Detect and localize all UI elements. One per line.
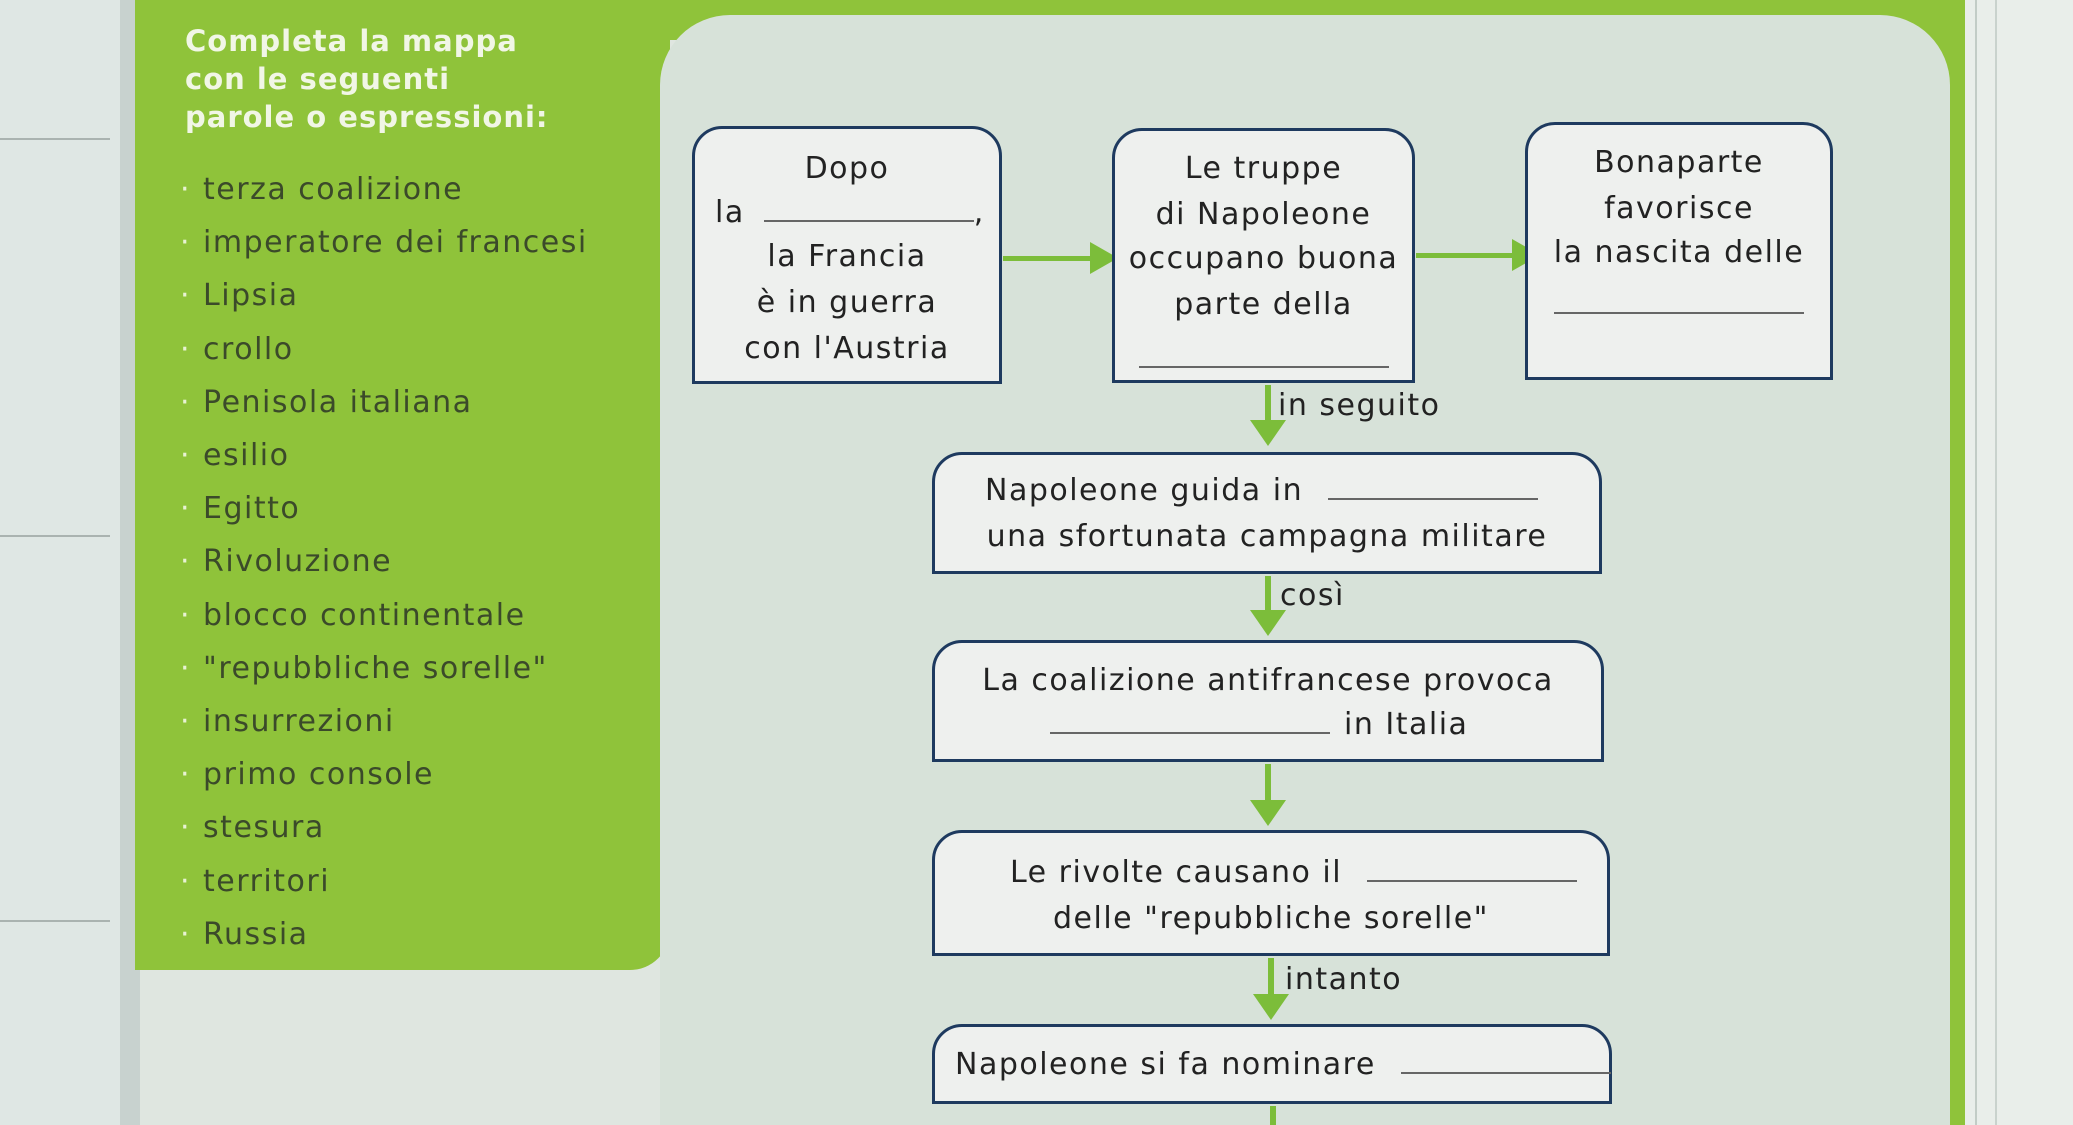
word-bank-item: · esilio [180, 429, 588, 482]
word-bank-list [180, 163, 588, 961]
box5-suffix: in Italia [1344, 707, 1469, 742]
map-box-6 [932, 830, 1610, 956]
margin-rule [0, 138, 110, 140]
box2-line2: di Napoleone [1155, 197, 1372, 232]
instructions-line: parole o espressioni: [185, 100, 549, 134]
page-left-margin [0, 0, 140, 1125]
page-edge-line [1975, 0, 1977, 1125]
word-bank-item: · blocco continentale [180, 589, 588, 642]
box3-line3: la nascita delle [1553, 235, 1805, 270]
answer-blank[interactable] [1139, 366, 1389, 368]
exercise-instructions [185, 22, 549, 136]
word-bank-item: · terza coalizione [180, 163, 588, 216]
map-box-7 [932, 1024, 1612, 1104]
margin-rule [0, 920, 110, 922]
box2-line3: occupano buona [1128, 241, 1399, 276]
margin-rule [0, 535, 110, 537]
word-bank-item: · Russia [180, 908, 588, 961]
box6-line2: delle "repubbliche sorelle" [1053, 901, 1489, 936]
box3-blank-line [1528, 287, 1830, 322]
arrow-down-head [1250, 800, 1286, 826]
box1-line2 [695, 195, 999, 230]
answer-blank[interactable] [1367, 880, 1577, 882]
box1-prefix: la [715, 195, 745, 230]
arrow-right [1003, 256, 1093, 261]
box3-line1: Bonaparte [1594, 145, 1764, 180]
instructions-line: Completa la mappa [185, 24, 518, 58]
box1-line1: Dopo [804, 151, 890, 186]
map-box-4 [932, 452, 1602, 574]
word-bank-item: · "repubbliche sorelle" [180, 642, 588, 695]
box5-line2 [935, 707, 1601, 742]
word-bank-item: · territori [180, 855, 588, 908]
box6-text: Le rivolte causano il [1010, 855, 1343, 890]
arrow-down-head [1250, 420, 1286, 446]
word-bank-item: · Egitto [180, 482, 588, 535]
answer-blank[interactable] [1401, 1072, 1611, 1074]
map-box-2 [1112, 128, 1415, 383]
page-right-edge [1965, 0, 2073, 1125]
connector-intanto: intanto [1285, 962, 1403, 997]
box1-comma: , [973, 195, 985, 230]
word-bank-item: · imperatore dei francesi [180, 216, 588, 269]
box7-text: Napoleone si fa nominare [955, 1047, 1376, 1082]
box1-line3: la Francia [767, 239, 927, 274]
box1-line5: con l'Austria [744, 331, 950, 366]
box2-blank-line [1115, 341, 1412, 376]
map-box-3 [1525, 122, 1833, 380]
arrow-down-head [1250, 610, 1286, 636]
answer-blank[interactable] [1328, 498, 1538, 500]
word-bank-item: · insurrezioni [180, 695, 588, 748]
arrow-down [1270, 1106, 1276, 1125]
word-bank-item: · crollo [180, 323, 588, 376]
connector-cosi: così [1280, 578, 1345, 613]
answer-blank[interactable] [764, 220, 974, 222]
box4-text: Napoleone guida in [985, 473, 1304, 508]
arrow-down-head [1253, 994, 1289, 1020]
box2-line1: Le truppe [1184, 151, 1343, 186]
word-bank-item: · Rivoluzione [180, 535, 588, 588]
answer-blank[interactable] [1554, 312, 1804, 314]
answer-blank[interactable] [1050, 732, 1330, 734]
arrow-right [1416, 253, 1516, 258]
box4-line2: una sfortunata campagna militare [986, 519, 1548, 554]
word-bank-item: · stesura [180, 801, 588, 854]
page-edge-line [1995, 0, 1997, 1125]
box6-line1 [935, 855, 1607, 890]
word-bank-item: · Lipsia [180, 269, 588, 322]
box4-line1 [935, 473, 1599, 508]
map-box-1 [692, 126, 1002, 384]
instructions-line: con le seguenti [185, 62, 451, 96]
connector-in-seguito: in seguito [1278, 388, 1441, 423]
map-box-5 [932, 640, 1604, 762]
box5-line1: La coalizione antifrancese provoca [982, 663, 1554, 698]
word-bank-item: · Penisola italiana [180, 376, 588, 429]
word-bank-item: · primo console [180, 748, 588, 801]
box7-line1 [935, 1047, 1609, 1082]
box2-line4: parte della [1174, 287, 1353, 322]
box1-line4: è in guerra [756, 285, 938, 320]
box3-line2: favorisce [1604, 191, 1754, 226]
